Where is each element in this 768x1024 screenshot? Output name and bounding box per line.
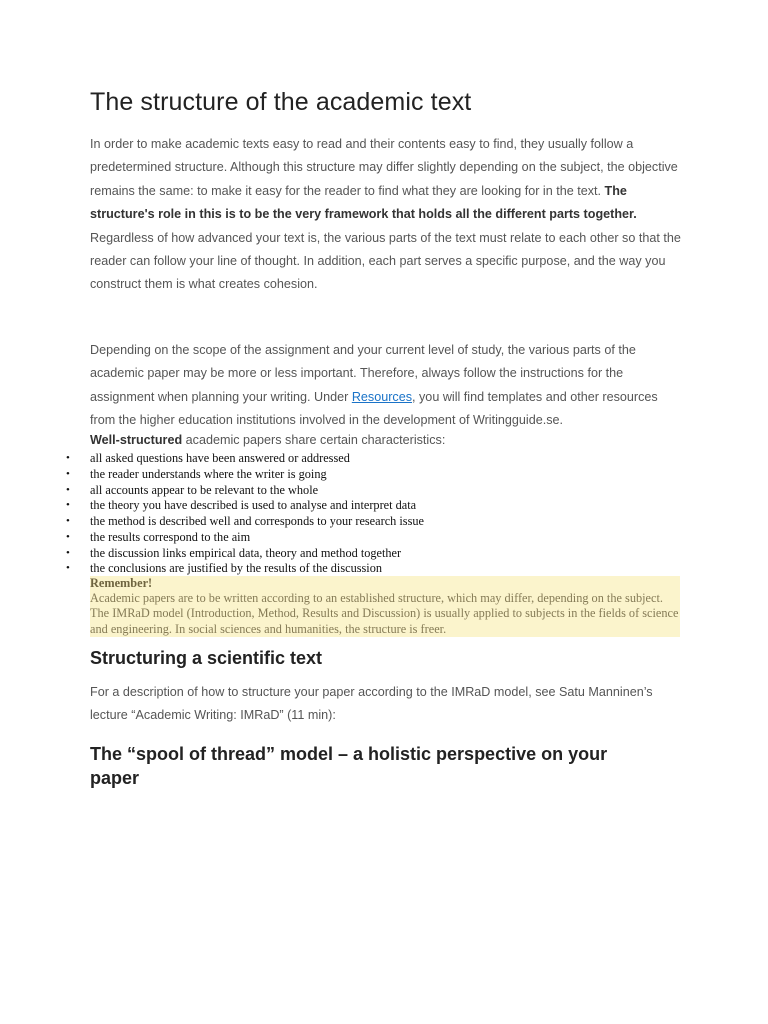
scope-text-b: , you will find templates and other resources from the higher education institutions involved in the development of Writingguide.se. bbox=[90, 389, 658, 428]
list-item-text: the reader understands where the writer is going bbox=[90, 466, 327, 481]
page-title: The structure of the academic text bbox=[90, 88, 472, 116]
bullet-icon: • bbox=[66, 467, 70, 480]
list-item bbox=[60, 467, 424, 483]
intro-text-a: In order to make academic texts easy to read and their contents easy to find, they usually follow a predetermined structure. Although this structure may differ slightly depending on the subject, the objective remains the same: to make it easy for the reader to find what they are looking for in the text. bbox=[90, 137, 678, 198]
section-heading-structuring: Structuring a scientific text bbox=[90, 648, 323, 668]
list-item-text: the theory you have described is used to analyse and interpret data bbox=[90, 498, 417, 513]
bullet-icon: • bbox=[66, 562, 70, 575]
bullet-icon: • bbox=[66, 452, 70, 464]
list-item-text: the results correspond to the aim bbox=[90, 529, 251, 544]
intro-paragraph bbox=[90, 133, 685, 297]
list-item bbox=[60, 483, 424, 499]
imrad-paragraph: For a description of how to structure your paper according to the IMRaD model, see Satu Manninen’s lecture “Academic Writing: IMRaD” (11 min): bbox=[90, 685, 653, 723]
list-item-text: the method is described well and corresponds to your research issue bbox=[90, 514, 424, 528]
remember-callout bbox=[90, 576, 680, 637]
intro-bold-statement: The structure's role in this is to be the very framework that holds all the different parts together. bbox=[90, 183, 637, 222]
list-item-text: all asked questions have been answered or addressed bbox=[90, 451, 350, 465]
list-item bbox=[60, 451, 424, 467]
list-item bbox=[60, 561, 424, 577]
list-item bbox=[60, 514, 424, 530]
list-item bbox=[60, 546, 424, 562]
list-item-text: all accounts appear to be relevant to the whole bbox=[90, 482, 319, 497]
bullet-icon: • bbox=[66, 530, 70, 543]
list-item bbox=[60, 498, 424, 514]
scope-paragraph bbox=[90, 339, 685, 433]
list-item bbox=[60, 530, 424, 546]
intro-text-b: Regardless of how advanced your text is, the various parts of the text must relate to each other so that the reader can follow your line of thought. In addition, each part serves a specific purpose, and the way you construct them is what creates cohesion. bbox=[90, 230, 681, 292]
lead-bold: Well-structured bbox=[90, 433, 183, 447]
remember-text: Academic papers are to be written according to an established structure, which may differ, depending on the subject. The IMRaD model (Introduction, Method, Results and Discussion) is usually applied to subjects in the fields of science and engineering. In social sciences and humanities, the structure is freer. bbox=[90, 591, 679, 636]
bullet-icon: • bbox=[66, 499, 70, 512]
characteristics-list bbox=[60, 451, 424, 577]
scope-text-a: Depending on the scope of the assignment and your current level of study, the various parts of the academic paper may be more or less important. Therefore, always follow the instructions for the assignment when planning your writing. Under bbox=[90, 343, 636, 404]
lead-text: academic papers share certain characteristics: bbox=[182, 433, 446, 447]
bullet-icon: • bbox=[66, 483, 70, 496]
bullet-icon: • bbox=[66, 546, 70, 559]
list-item-text: the discussion links empirical data, theory and method together bbox=[90, 545, 402, 560]
list-item-text: the conclusions are justified by the results of the discussion bbox=[90, 561, 382, 576]
resources-link[interactable]: Resources bbox=[351, 389, 413, 404]
section-heading-spool-model: The “spool of thread” model – a holistic perspective on your paper bbox=[90, 744, 608, 788]
remember-title: Remember! bbox=[90, 576, 153, 590]
characteristics-lead bbox=[90, 433, 445, 447]
bullet-icon: • bbox=[66, 515, 70, 527]
